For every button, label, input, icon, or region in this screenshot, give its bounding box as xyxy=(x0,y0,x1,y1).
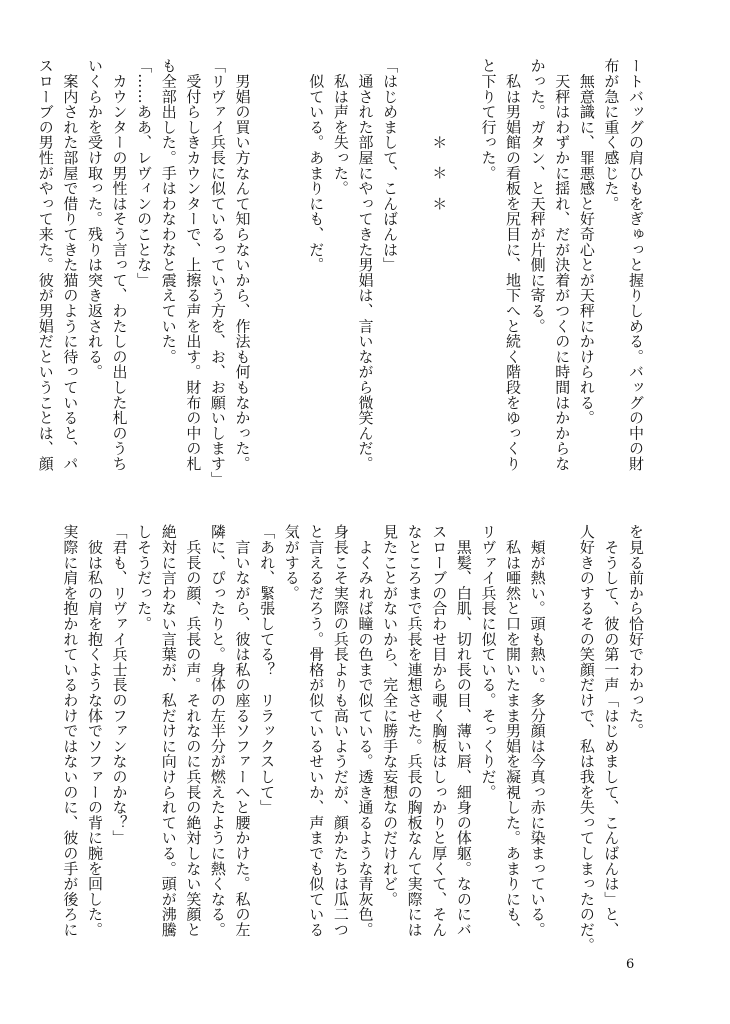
text-line: 見たことがないから、完全に勝手な妄想なのだけれど。 xyxy=(381,524,400,907)
text-line: 「……ああ、レヴィンのことな」 xyxy=(135,58,154,288)
text-line: 受付らしきカウンターで、上擦る声を出す。財布の中の札 xyxy=(184,58,203,472)
text-line: ートバッグの肩ひもをぎゅっと握りしめる。バッグの中の財 xyxy=(627,58,645,472)
text-line: 似ている。あまりにも、だ。 xyxy=(307,58,326,273)
text-line: と下りて行った。 xyxy=(479,58,498,181)
text-line: スローブの男性がやって来た。彼が男娼だということは、顔 xyxy=(36,58,55,472)
text-line: 私は男娼館の看板を尻目に、地下へと続く階段をゆっくり xyxy=(504,58,523,472)
text-line: そうして、彼の第一声「はじめまして、こんばんは」と、 xyxy=(602,524,621,938)
text-line: 身長こそ実際の兵長よりも高いようだが、顔かたちは瓜二つ xyxy=(331,524,350,938)
text-line: いくらかを受け取った。残りは突き返される。 xyxy=(85,58,104,380)
text-line: なところまで兵長を連想させた。兵長の胸板なんて実際には xyxy=(405,524,424,938)
text-line: 絶対に言わない言葉が、私だけに向けられている。頭が沸騰 xyxy=(159,524,178,938)
text-line: 天秤はわずかに揺れ、だが決着がつくのに時間はかからな xyxy=(553,58,572,472)
text-line xyxy=(279,58,304,518)
text-line: 隣に、ぴったりと。身体の左半分が燃えたように熱くなる。 xyxy=(208,524,227,938)
text-line xyxy=(255,58,280,518)
text-line: 気がする。 xyxy=(282,524,301,601)
text-line: 黒髪、白肌、切れ長の目、薄い唇、細身の体躯。なのにバ xyxy=(454,524,473,938)
text-line: 「はじめまして、こんばんは」 xyxy=(381,58,400,273)
text-line: 「あれ、緊張してる？ リラックスして」 xyxy=(258,524,277,815)
text-line: 「君も、リヴァイ兵士長のファンなのかな？」 xyxy=(110,524,129,846)
text-line: も全部出した。手はわなわなと震えていた。 xyxy=(159,58,178,364)
text-line: と言えるだろう。骨格が似ているせいか、声までも似ている xyxy=(307,524,326,938)
text-line: スローブの合わせ目から覗く胸板はしっかりと厚くて、そん xyxy=(430,524,449,938)
text-line: 兵長の顔、兵長の声。それなのに兵長の絶対しない笑顔と xyxy=(184,524,203,938)
page-number: 6 xyxy=(626,957,635,972)
lower-text-block xyxy=(61,524,648,970)
text-line: 人好きのするその笑顔だけで、私は我を失ってしまったのだ。 xyxy=(577,524,596,953)
text-line: しそうだった。 xyxy=(135,524,154,632)
text-line: 私は唖然と口を開いたまま男娼を凝視した。あまりにも、 xyxy=(504,524,523,938)
text-line: 男娼の買い方なんて知らないから、作法も何もなかった。 xyxy=(233,58,252,472)
text-line: カウンターの男性はそう言って、わたしの出した札のうち xyxy=(110,58,129,472)
text-line: 無意識に、罪悪感と好奇心とが天秤にかけられる。 xyxy=(577,58,596,426)
text-line: 案内された部屋で借りてきた猫のように待っていると、パ xyxy=(61,58,80,472)
text-line: 私は声を失った。 xyxy=(331,58,350,196)
text-line: 通された部屋にやってきた男娼は、言いながら微笑んだ。 xyxy=(356,58,375,472)
text-line: 実際に肩を抱かれているわけではないのに、彼の手が後ろに xyxy=(61,524,80,938)
text-line: ＊ ＊ ＊ xyxy=(430,58,449,211)
text-line: 布が急に重く感じた。 xyxy=(602,58,621,211)
text-line: よくみれば瞳の色まで似ている。透き通るような青灰色。 xyxy=(356,524,375,938)
text-line: かった。ガタン、と天秤が片側に寄る。 xyxy=(528,58,547,334)
text-line: 言いながら、彼は私の座るソファーへと腰かけた。私の左 xyxy=(233,524,252,938)
text-line: リヴァイ兵長に似ている。そっくりだ。 xyxy=(479,524,498,800)
text-line: を見る前から恰好でわかった。 xyxy=(627,524,645,739)
text-line xyxy=(550,524,575,970)
upper-text-block xyxy=(36,58,648,518)
text-line: 彼は私の肩を抱くような体でソファーの背に腕を回した。 xyxy=(85,524,104,938)
text-line: 頬が熱い。頭も熱い。多分顔は今真っ赤に染まっている。 xyxy=(528,524,547,938)
text-line: 「リヴァイ兵長に似ているっていう方を、お、お願いします」 xyxy=(208,58,227,487)
text-line xyxy=(402,58,427,518)
text-line xyxy=(451,58,476,518)
